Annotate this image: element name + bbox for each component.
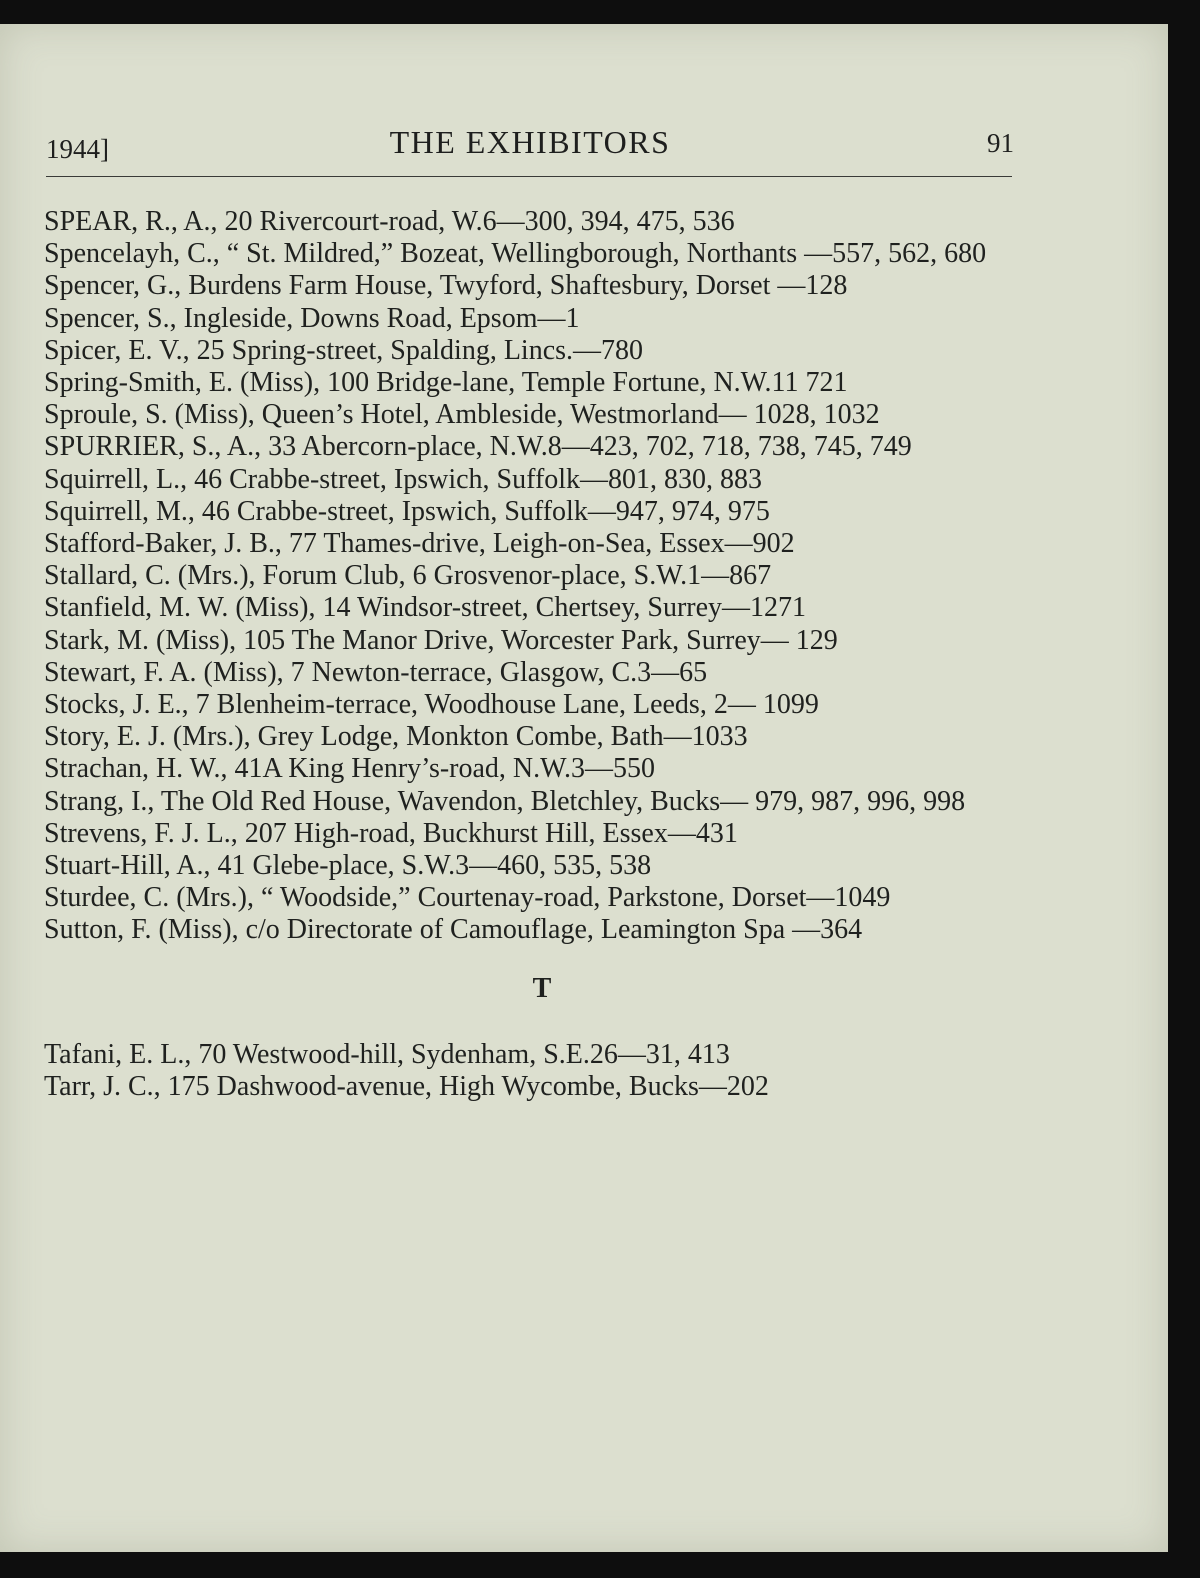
list-item: SPURRIER, S., A., 33 Abercorn-place, N.W.8—423, 702, 718, 738, 745, 749 xyxy=(44,431,912,463)
list-item: Strachan, H. W., 41A King Henry’s-road, N.W.3—550 xyxy=(44,753,656,785)
list-item: Tafani, E. L., 70 Westwood-hill, Sydenham, S.E.26—31, 413 xyxy=(44,1038,730,1070)
list-item: Sproule, S. (Miss), Queen’s Hotel, Ambleside, Westmorland— 1028, 1032 xyxy=(44,399,880,431)
list-item: Stallard, C. (Mrs.), Forum Club, 6 Grosvenor-place, S.W.1—867 xyxy=(44,560,772,592)
list-item: Story, E. J. (Mrs.), Grey Lodge, Monkton Combe, Bath—1033 xyxy=(44,721,748,753)
page-title: THE EXHIBITORS xyxy=(389,124,671,160)
running-header xyxy=(46,124,1014,164)
list-item: Spring-Smith, E. (Miss), 100 Bridge-lane, Temple Fortune, N.W.11 721 xyxy=(44,367,848,399)
list-item: Tarr, J. C., 175 Dashwood-avenue, High Wycombe, Bucks—202 xyxy=(44,1071,769,1103)
list-item: Sturdee, C. (Mrs.), “ Woodside,” Courtenay-road, Parkstone, Dorset—1049 xyxy=(44,882,891,914)
list-item: Stanfield, M. W. (Miss), 14 Windsor-street, Chertsey, Surrey—1271 xyxy=(44,592,807,624)
exhibitor-list xyxy=(44,206,1024,1103)
list-item: Spencer, S., Ingleside, Downs Road, Epsom—1 xyxy=(44,302,580,334)
list-item: Spencer, G., Burdens Farm House, Twyford, Shaftesbury, Dorset —128 xyxy=(44,270,848,302)
page-number: 91 xyxy=(987,128,1014,158)
list-item: Stark, M. (Miss), 105 The Manor Drive, Worcester Park, Surrey— 129 xyxy=(44,624,838,656)
list-item: Strang, I., The Old Red House, Wavendon, Bletchley, Bucks— 979, 987, 996, 998 xyxy=(44,785,966,817)
list-item: Spencelayh, C., “ St. Mildred,” Bozeat, Wellingborough, Northants —557, 562, 680 xyxy=(44,238,987,270)
list-item: Stewart, F. A. (Miss), 7 Newton-terrace, Glasgow, C.3—65 xyxy=(44,656,708,688)
list-item: SPEAR, R., A., 20 Rivercourt-road, W.6—300, 394, 475, 536 xyxy=(44,206,735,237)
list-item: Squirrell, L., 46 Crabbe-street, Ipswich, Suffolk—801, 830, 883 xyxy=(44,463,763,495)
section-heading-t: T xyxy=(532,972,552,1004)
list-item: Stafford-Baker, J. B., 77 Thames-drive, Leigh-on-Sea, Essex—902 xyxy=(44,528,795,560)
list-item: Strevens, F. J. L., 207 High-road, Buckhurst Hill, Essex—431 xyxy=(44,817,738,849)
list-item: Stuart-Hill, A., 41 Glebe-place, S.W.3—460, 535, 538 xyxy=(44,850,652,882)
header-rule xyxy=(46,176,1012,177)
list-item: Squirrell, M., 46 Crabbe-street, Ipswich, Suffolk—947, 974, 975 xyxy=(44,495,770,527)
book-page xyxy=(0,24,1168,1552)
list-item: Sutton, F. (Miss), c/o Directorate of Camouflage, Leamington Spa —364 xyxy=(44,914,863,946)
header-year: 1944] xyxy=(46,134,109,164)
list-item: Spicer, E. V., 25 Spring-street, Spalding, Lincs.—780 xyxy=(44,334,644,366)
list-item: Stocks, J. E., 7 Blenheim-terrace, Woodhouse Lane, Leeds, 2— 1099 xyxy=(44,689,819,721)
